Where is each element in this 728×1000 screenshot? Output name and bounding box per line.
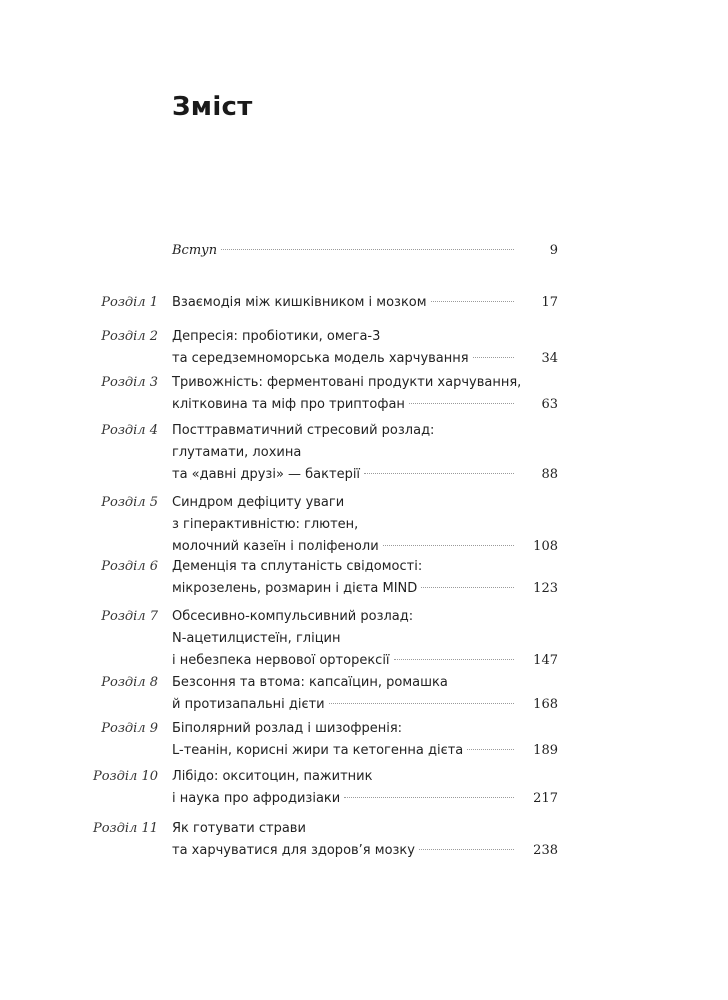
entry-title [172, 492, 514, 558]
dot-leader [409, 403, 514, 404]
entry-title-line [172, 348, 514, 370]
page-number: 168 [533, 697, 558, 712]
page-number: 147 [533, 653, 558, 668]
entry-title [172, 556, 514, 600]
entry-title-text: і наука про афродизіаки [172, 791, 341, 806]
toc-entry [0, 818, 728, 862]
dot-leader [364, 473, 514, 474]
entry-title-text: і небезпека нервової орторексії [172, 653, 390, 668]
page-number: 189 [533, 743, 558, 758]
chapter-label: Розділ 11 [92, 821, 158, 836]
dot-leader [467, 749, 514, 750]
dot-leader [473, 357, 514, 358]
entry-title [172, 672, 514, 716]
dot-leader [431, 301, 514, 302]
chapter-label: Розділ 3 [101, 375, 158, 390]
entry-title-line [172, 536, 514, 558]
page-number: 108 [533, 539, 558, 554]
entry-title-text: молочний казеїн і поліфеноли [172, 539, 379, 554]
page-number: 217 [533, 791, 558, 806]
entry-title [172, 292, 514, 314]
entry-title-line [172, 840, 514, 862]
chapter-label: Розділ 8 [101, 675, 158, 690]
entry-title [172, 606, 514, 672]
entry-title-line [172, 240, 514, 262]
entry-title-line [172, 464, 514, 486]
dot-leader [383, 545, 514, 546]
entry-title-line [172, 650, 514, 672]
entry-title-text: Взаємодія між кишківником і мозком [172, 295, 427, 310]
entry-title [172, 240, 514, 262]
entry-title-text: й протизапальні дієти [172, 697, 325, 712]
page-number: 34 [541, 351, 558, 366]
toc-entry [0, 718, 728, 762]
entry-title-text: та харчуватися для здоров’я мозку [172, 843, 415, 858]
toc-entry [0, 326, 728, 370]
entry-title-text: та «давні друзі» — бактерії [172, 467, 361, 482]
entry-title-line: Лібідо: окситоцин, пажитник [172, 769, 373, 784]
dot-leader [344, 797, 514, 798]
toc-entry [0, 556, 728, 600]
toc-entry [0, 606, 728, 672]
chapter-label: Розділ 6 [101, 559, 158, 574]
entry-title [172, 326, 514, 370]
chapter-label: Розділ 7 [101, 609, 158, 624]
toc-entry [0, 492, 728, 558]
toc-entry [0, 420, 728, 486]
entry-title-line [172, 292, 514, 314]
entry-title-line: Безсоння та втома: капсаїцин, ромашка [172, 675, 448, 690]
dot-leader [421, 587, 514, 588]
entry-title-line: Як готувати страви [172, 821, 306, 836]
dot-leader [329, 703, 514, 704]
chapter-label: Розділ 9 [101, 721, 158, 736]
entry-title [172, 718, 514, 762]
entry-title-line: Обсесивно-компульсивний розлад: [172, 609, 414, 624]
entry-title-line: Посттравматичний стресовий розлад: [172, 423, 435, 438]
dot-leader [221, 249, 514, 250]
entry-title-text: клітковина та міф про триптофан [172, 397, 405, 412]
entry-title-text: Вступ [172, 243, 218, 258]
dot-leader [419, 849, 514, 850]
entry-title-line [172, 694, 514, 716]
chapter-label: Розділ 2 [101, 329, 158, 344]
chapter-label: Розділ 1 [101, 295, 158, 310]
entry-title-text: мікрозелень, розмарин і дієта MIND [172, 581, 418, 596]
toc-entry [0, 292, 728, 314]
entry-title-line [172, 740, 514, 762]
dot-leader [394, 659, 514, 660]
entry-title [172, 372, 522, 416]
entry-title-line [172, 578, 514, 600]
page-number: 17 [541, 295, 558, 310]
entry-title [172, 420, 514, 486]
toc-entry [0, 672, 728, 716]
entry-title [172, 818, 514, 862]
page-number: 63 [541, 397, 558, 412]
entry-title-line [172, 788, 514, 810]
entry-title-line: глутамати, лохина [172, 445, 302, 460]
entry-title-text: та середземноморська модель харчування [172, 351, 469, 366]
chapter-label: Розділ 4 [101, 423, 158, 438]
toc-entry [0, 372, 728, 416]
entry-title-line: Депресія: пробіотики, омега-3 [172, 329, 381, 344]
page-title: Зміст [172, 92, 253, 122]
page-number: 9 [549, 243, 558, 258]
entry-title-line: N-ацетилцистеїн, гліцин [172, 631, 341, 646]
entry-title-line: з гіперактивністю: глютен, [172, 517, 359, 532]
page-number: 88 [541, 467, 558, 482]
toc-entry [0, 766, 728, 810]
page-number: 123 [533, 581, 558, 596]
entry-title-line: Тривожність: ферментовані продукти харчування, [172, 375, 522, 390]
toc-entry [0, 240, 728, 262]
entry-title-line: Біполярний розлад і шизофренія: [172, 721, 403, 736]
entry-title-text: L-теанін, корисні жири та кетогенна дієта [172, 743, 464, 758]
chapter-label: Розділ 5 [101, 495, 158, 510]
entry-title-line: Синдром дефіциту уваги [172, 495, 345, 510]
chapter-label: Розділ 10 [92, 769, 158, 784]
page-number: 238 [533, 843, 558, 858]
entry-title-line: Деменція та сплутаність свідомості: [172, 559, 423, 574]
entry-title-line [172, 394, 514, 416]
entry-title [172, 766, 514, 810]
